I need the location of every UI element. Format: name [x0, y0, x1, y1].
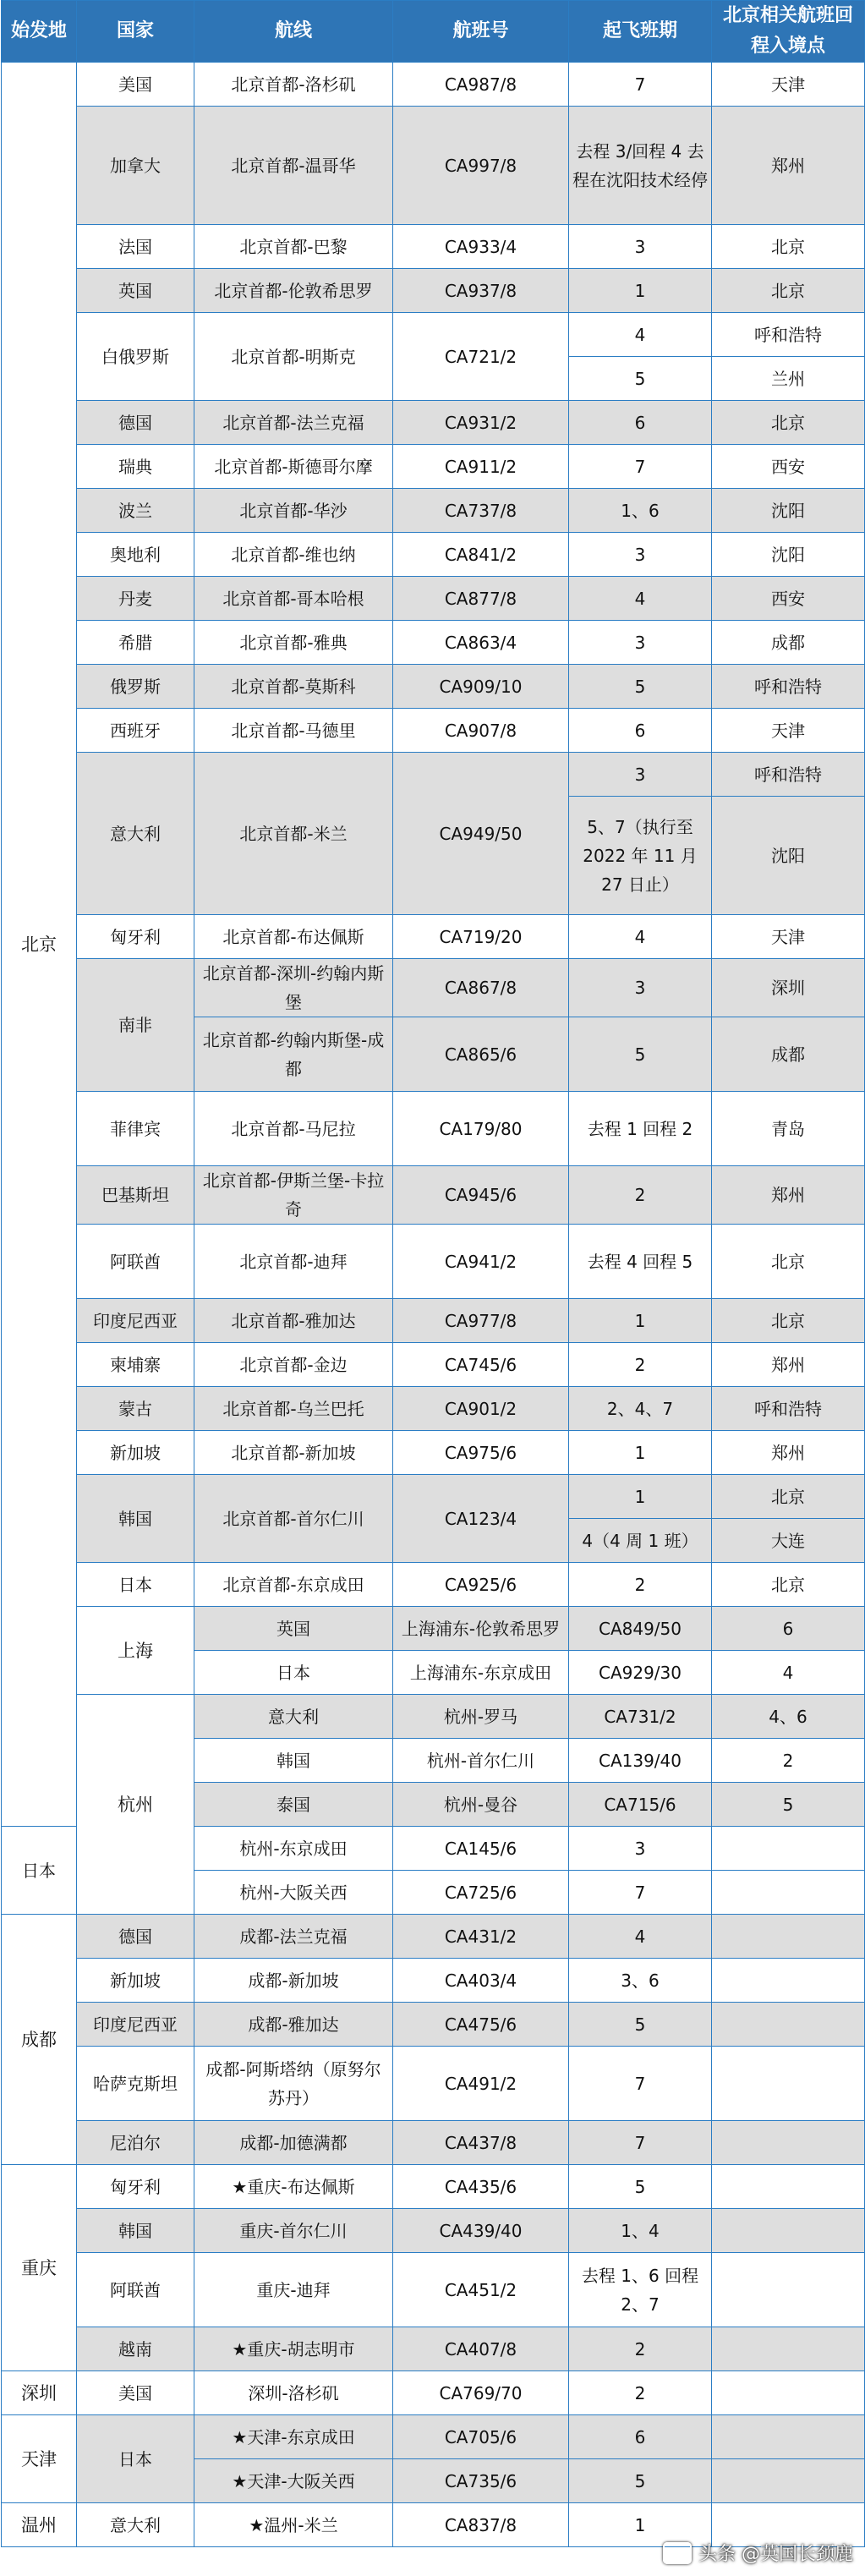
flight-number-cell: CA987/8: [393, 63, 569, 107]
table-row: [2, 445, 865, 489]
country-cell: 德国: [77, 401, 194, 445]
flight-number-cell: CA949/50: [393, 753, 569, 915]
table-row: [2, 665, 865, 709]
country-cell: 波兰: [77, 489, 194, 533]
schedule-cell: 4: [712, 1651, 865, 1695]
route-cell: 北京首都-伦敦希思罗: [194, 269, 393, 313]
entry-point-cell: 兰州: [712, 357, 865, 401]
route-cell: 北京首都-维也纳: [194, 533, 393, 577]
country-cell: 阿联酋: [77, 1225, 194, 1299]
table-row: [2, 1431, 865, 1475]
schedule-cell: 4: [569, 1915, 712, 1959]
country-cell: 阿联酋: [77, 2253, 194, 2327]
entry-point-cell: [712, 2165, 865, 2209]
schedule-cell: 5: [569, 357, 712, 401]
flight-number-cell: CA737/8: [393, 489, 569, 533]
table-row: [2, 1959, 865, 2003]
country-cell: 俄罗斯: [77, 665, 194, 709]
entry-point-cell: 呼和浩特: [712, 753, 865, 797]
flight-number-cell: CA837/8: [393, 2503, 569, 2547]
route-cell: 北京首都-布达佩斯: [194, 915, 393, 959]
schedule-cell: 7: [569, 1871, 712, 1915]
country-cell: 匈牙利: [77, 2165, 194, 2209]
entry-point-cell: 天津: [712, 915, 865, 959]
entry-point-cell: 北京: [712, 269, 865, 313]
country-cell: 瑞典: [77, 445, 194, 489]
flight-number-cell: CA911/2: [393, 445, 569, 489]
table-row: [2, 1092, 865, 1166]
table-row: [2, 401, 865, 445]
flight-number-cell: CA431/2: [393, 1915, 569, 1959]
entry-point-cell: 北京: [712, 1299, 865, 1343]
route-cell: 北京首都-雅加达: [194, 1299, 393, 1343]
schedule-cell: 3、6: [569, 1959, 712, 2003]
route-cell: 北京首都-莫斯科: [194, 665, 393, 709]
route-cell: ★重庆-布达佩斯: [194, 2165, 393, 2209]
table-row: [2, 269, 865, 313]
table-row: [2, 225, 865, 269]
entry-point-cell: 北京: [712, 225, 865, 269]
route-cell: 杭州-首尔仁川: [393, 1739, 569, 1783]
schedule-cell: 2: [569, 1166, 712, 1225]
table-row: [2, 1475, 865, 1519]
route-cell: 上海浦东-东京成田: [393, 1651, 569, 1695]
table-row: [2, 533, 865, 577]
schedule-cell: 去程 1 回程 2: [569, 1092, 712, 1166]
schedule-cell: 去程 1、6 回程 2、7: [569, 2253, 712, 2327]
schedule-cell: 5: [569, 2003, 712, 2047]
entry-point-cell: [712, 2327, 865, 2371]
table-row: [2, 107, 865, 225]
watermark-text: 头条 @英国长颈鹿: [698, 2544, 853, 2565]
entry-point-cell: [712, 2121, 865, 2165]
route-cell: ★重庆-胡志明市: [194, 2327, 393, 2371]
route-cell: 北京首都-哥本哈根: [194, 577, 393, 621]
entry-point-cell: [712, 2209, 865, 2253]
route-cell: ★温州-米兰: [194, 2503, 393, 2547]
entry-point-cell: [712, 2371, 865, 2415]
route-cell: 成都-阿斯塔纳（原努尔苏丹）: [194, 2047, 393, 2121]
country-cell: 匈牙利: [77, 915, 194, 959]
route-cell: 北京首都-新加坡: [194, 1431, 393, 1475]
route-cell: 北京首都-深圳-约翰内斯堡: [194, 959, 393, 1017]
flight-number-cell: CA941/2: [393, 1225, 569, 1299]
country-cell: 美国: [77, 2371, 194, 2415]
table-row: [2, 2165, 865, 2209]
origin-cell-chengdu: 成都: [2, 1915, 77, 2165]
flight-number-cell: CA909/10: [393, 665, 569, 709]
route-cell: 北京首都-迪拜: [194, 1225, 393, 1299]
schedule-cell: 5: [569, 2165, 712, 2209]
table-row: [2, 1343, 865, 1387]
flight-number-cell: CA925/6: [393, 1563, 569, 1607]
table-row: [2, 959, 865, 1017]
origin-cell-chongqing: 重庆: [2, 2165, 77, 2371]
country-cell: 泰国: [194, 1783, 393, 1827]
table-row: [2, 489, 865, 533]
entry-point-cell: 深圳: [712, 959, 865, 1017]
flight-number-cell: CA975/6: [393, 1431, 569, 1475]
route-cell: 成都-新加坡: [194, 1959, 393, 2003]
route-cell: 深圳-洛杉矶: [194, 2371, 393, 2415]
route-cell: 北京首都-马德里: [194, 709, 393, 753]
flight-number-cell: CA867/8: [393, 959, 569, 1017]
origin-cell-shenzhen: 深圳: [2, 2371, 77, 2415]
schedule-cell: 7: [569, 63, 712, 107]
schedule-cell: 3: [569, 959, 712, 1017]
entry-point-cell: 呼和浩特: [712, 313, 865, 357]
table-row: [2, 1387, 865, 1431]
flight-number-cell: CA863/4: [393, 621, 569, 665]
schedule-cell: 1: [569, 269, 712, 313]
flight-number-cell: CA439/40: [393, 2209, 569, 2253]
schedule-cell: 5、7（执行至 2022 年 11 月 27 日止）: [569, 797, 712, 915]
flight-number-cell: CA451/2: [393, 2253, 569, 2327]
country-cell: 英国: [194, 1607, 393, 1651]
table-row: [2, 1166, 865, 1225]
country-cell: 希腊: [77, 621, 194, 665]
entry-point-cell: [712, 2047, 865, 2121]
entry-point-cell: 青岛: [712, 1092, 865, 1166]
country-cell: 英国: [77, 269, 194, 313]
schedule-cell: 6: [569, 2415, 712, 2459]
table-row: [2, 2121, 865, 2165]
route-cell: 北京首都-明斯克: [194, 313, 393, 401]
country-cell: 法国: [77, 225, 194, 269]
route-cell: 成都-加德满都: [194, 2121, 393, 2165]
table-row: [2, 1225, 865, 1299]
entry-point-cell: 沈阳: [712, 489, 865, 533]
entry-point-cell: 天津: [712, 709, 865, 753]
origin-cell-hangzhou: 杭州: [77, 1695, 194, 1915]
country-cell: 韩国: [77, 2209, 194, 2253]
schedule-cell: 6: [712, 1607, 865, 1651]
table-row: [2, 2253, 865, 2327]
schedule-cell: 1: [569, 1299, 712, 1343]
entry-point-cell: 西安: [712, 445, 865, 489]
table-row: [2, 2047, 865, 2121]
country-cell: 西班牙: [77, 709, 194, 753]
flight-number-cell: CA721/2: [393, 313, 569, 401]
table-row: [2, 1695, 865, 1739]
entry-point-cell: 郑州: [712, 107, 865, 225]
header-schedule: 起飞班期: [569, 1, 712, 63]
origin-cell-tianjin: 天津: [2, 2415, 77, 2503]
schedule-cell: 去程 3/回程 4 去程在沈阳技术经停: [569, 107, 712, 225]
country-cell: 尼泊尔: [77, 2121, 194, 2165]
flight-schedule-table: [1, 0, 865, 2547]
header-flight-number: 航班号: [393, 1, 569, 63]
camera-icon: [663, 2542, 692, 2564]
flight-number-cell: CA475/6: [393, 2003, 569, 2047]
entry-point-cell: 北京: [712, 1563, 865, 1607]
entry-point-cell: 天津: [712, 63, 865, 107]
country-cell: 美国: [77, 63, 194, 107]
route-cell: 北京首都-乌兰巴托: [194, 1387, 393, 1431]
schedule-cell: 3: [569, 1827, 712, 1871]
flight-number-cell: CA715/6: [569, 1783, 712, 1827]
country-cell: 韩国: [194, 1739, 393, 1783]
route-cell: 北京首都-伊斯兰堡-卡拉奇: [194, 1166, 393, 1225]
flight-number-cell: CA865/6: [393, 1017, 569, 1092]
flight-number-cell: CA403/4: [393, 1959, 569, 2003]
header-origin: 始发地: [2, 1, 77, 63]
table-row: [2, 313, 865, 357]
flight-number-cell: CA123/4: [393, 1475, 569, 1563]
country-cell: 加拿大: [77, 107, 194, 225]
flight-number-cell: CA745/6: [393, 1343, 569, 1387]
route-cell: 北京首都-华沙: [194, 489, 393, 533]
flight-number-cell: CA769/70: [393, 2371, 569, 2415]
schedule-cell: 3: [569, 621, 712, 665]
entry-point-cell: [712, 2003, 865, 2047]
schedule-cell: 7: [569, 2121, 712, 2165]
schedule-cell: 3: [569, 225, 712, 269]
table-row: [2, 2209, 865, 2253]
route-cell: 杭州-东京成田: [194, 1827, 393, 1871]
country-cell: 日本: [77, 1563, 194, 1607]
entry-point-cell: 呼和浩特: [712, 665, 865, 709]
country-cell: 菲律宾: [77, 1092, 194, 1166]
entry-point-cell: 西安: [712, 577, 865, 621]
flight-number-cell: CA145/6: [393, 1827, 569, 1871]
schedule-cell: 2: [569, 2327, 712, 2371]
schedule-cell: 6: [569, 709, 712, 753]
route-cell: 北京首都-首尔仁川: [194, 1475, 393, 1563]
country-cell: 日本: [2, 1827, 77, 1915]
country-cell: 新加坡: [77, 1431, 194, 1475]
entry-point-cell: 郑州: [712, 1343, 865, 1387]
route-cell: 成都-法兰克福: [194, 1915, 393, 1959]
route-cell: 北京首都-巴黎: [194, 225, 393, 269]
schedule-cell: 4、6: [712, 1695, 865, 1739]
flight-number-cell: CA931/2: [393, 401, 569, 445]
country-cell: 哈萨克斯坦: [77, 2047, 194, 2121]
schedule-cell: 2: [569, 1343, 712, 1387]
flight-number-cell: CA731/2: [569, 1695, 712, 1739]
entry-point-cell: 北京: [712, 1475, 865, 1519]
country-cell: 越南: [77, 2327, 194, 2371]
country-cell: 蒙古: [77, 1387, 194, 1431]
schedule-cell: 7: [569, 2047, 712, 2121]
country-cell: 巴基斯坦: [77, 1166, 194, 1225]
schedule-cell: 4: [569, 313, 712, 357]
header-route: 航线: [194, 1, 393, 63]
country-cell: 日本: [194, 1651, 393, 1695]
flight-number-cell: CA945/6: [393, 1166, 569, 1225]
entry-point-cell: 呼和浩特: [712, 1387, 865, 1431]
route-cell: 北京首都-米兰: [194, 753, 393, 915]
country-cell: 印度尼西亚: [77, 2003, 194, 2047]
table-row: [2, 1563, 865, 1607]
schedule-cell: 7: [569, 445, 712, 489]
country-cell: 柬埔寨: [77, 1343, 194, 1387]
table-row: [2, 2415, 865, 2459]
route-cell: 北京首都-洛杉矶: [194, 63, 393, 107]
origin-cell-shanghai: 上海: [77, 1607, 194, 1695]
table-row: [2, 709, 865, 753]
table-row: [2, 1299, 865, 1343]
route-cell: 重庆-迪拜: [194, 2253, 393, 2327]
route-cell: 北京首都-马尼拉: [194, 1092, 393, 1166]
entry-point-cell: 沈阳: [712, 533, 865, 577]
flight-number-cell: CA901/2: [393, 1387, 569, 1431]
entry-point-cell: [712, 2253, 865, 2327]
route-cell: 北京首都-东京成田: [194, 1563, 393, 1607]
country-cell: 意大利: [77, 753, 194, 915]
flight-number-cell: CA841/2: [393, 533, 569, 577]
schedule-cell: 4: [569, 915, 712, 959]
table-row: [2, 63, 865, 107]
flight-number-cell: CA719/20: [393, 915, 569, 959]
schedule-cell: 1、6: [569, 489, 712, 533]
entry-point-cell: [712, 2415, 865, 2459]
schedule-cell: 1: [569, 2503, 712, 2547]
table-row: [2, 577, 865, 621]
table-row: [2, 1607, 865, 1651]
header-country: 国家: [77, 1, 194, 63]
entry-point-cell: [712, 1871, 865, 1915]
table-row: [2, 1915, 865, 1959]
route-cell: ★天津-大阪关西: [194, 2459, 393, 2503]
flight-number-cell: CA407/8: [393, 2327, 569, 2371]
schedule-cell: 5: [569, 1017, 712, 1092]
entry-point-cell: 北京: [712, 401, 865, 445]
schedule-cell: 4（4 周 1 班）: [569, 1519, 712, 1563]
entry-point-cell: 北京: [712, 1225, 865, 1299]
schedule-cell: 6: [569, 401, 712, 445]
schedule-cell: 4: [569, 577, 712, 621]
route-cell: 北京首都-法兰克福: [194, 401, 393, 445]
entry-point-cell: 沈阳: [712, 797, 865, 915]
route-cell: ★天津-东京成田: [194, 2415, 393, 2459]
entry-point-cell: 成都: [712, 1017, 865, 1092]
country-cell: 白俄罗斯: [77, 313, 194, 401]
route-cell: 杭州-罗马: [393, 1695, 569, 1739]
origin-cell-wenzhou: 温州: [2, 2503, 77, 2547]
flight-number-cell: CA933/4: [393, 225, 569, 269]
flight-number-cell: CA725/6: [393, 1871, 569, 1915]
schedule-cell: 1: [569, 1475, 712, 1519]
route-cell: 北京首都-温哥华: [194, 107, 393, 225]
schedule-cell: 5: [569, 2459, 712, 2503]
table-row: [2, 2327, 865, 2371]
flight-number-cell: CA929/30: [569, 1651, 712, 1695]
schedule-cell: 3: [569, 533, 712, 577]
route-cell: 上海浦东-伦敦希思罗: [393, 1607, 569, 1651]
table-row: [2, 2003, 865, 2047]
route-cell: 杭州-曼谷: [393, 1783, 569, 1827]
entry-point-cell: [712, 2459, 865, 2503]
route-cell: 杭州-大阪关西: [194, 1871, 393, 1915]
table-header-row: [2, 1, 865, 63]
country-cell: 日本: [77, 2415, 194, 2503]
schedule-cell: 2: [569, 1563, 712, 1607]
country-cell: 意大利: [194, 1695, 393, 1739]
schedule-cell: 3: [569, 753, 712, 797]
country-cell: 丹麦: [77, 577, 194, 621]
schedule-cell: 去程 4 回程 5: [569, 1225, 712, 1299]
table-row: [2, 2371, 865, 2415]
entry-point-cell: [712, 1915, 865, 1959]
entry-point-cell: 郑州: [712, 1431, 865, 1475]
entry-point-cell: 郑州: [712, 1166, 865, 1225]
route-cell: 成都-雅加达: [194, 2003, 393, 2047]
schedule-cell: 1、4: [569, 2209, 712, 2253]
table-row: [2, 915, 865, 959]
flight-number-cell: CA977/8: [393, 1299, 569, 1343]
route-cell: 北京首都-金边: [194, 1343, 393, 1387]
flight-number-cell: CA997/8: [393, 107, 569, 225]
entry-point-cell: 大连: [712, 1519, 865, 1563]
route-cell: 北京首都-约翰内斯堡-成都: [194, 1017, 393, 1092]
route-cell: 北京首都-雅典: [194, 621, 393, 665]
schedule-cell: 1: [569, 1431, 712, 1475]
country-cell: 意大利: [77, 2503, 194, 2547]
route-cell: 北京首都-斯德哥尔摩: [194, 445, 393, 489]
country-cell: 新加坡: [77, 1959, 194, 2003]
flight-number-cell: CA179/80: [393, 1092, 569, 1166]
entry-point-cell: [712, 1959, 865, 2003]
flight-number-cell: CA735/6: [393, 2459, 569, 2503]
schedule-cell: 5: [569, 665, 712, 709]
header-entry-point: 北京相关航班回程入境点: [712, 1, 865, 63]
route-cell: 重庆-首尔仁川: [194, 2209, 393, 2253]
flight-number-cell: CA435/6: [393, 2165, 569, 2209]
schedule-cell: 5: [712, 1783, 865, 1827]
country-cell: 南非: [77, 959, 194, 1092]
schedule-cell: 2、4、7: [569, 1387, 712, 1431]
flight-number-cell: CA437/8: [393, 2121, 569, 2165]
country-cell: 韩国: [77, 1475, 194, 1563]
flight-number-cell: CA937/8: [393, 269, 569, 313]
country-cell: 奥地利: [77, 533, 194, 577]
flight-number-cell: CA877/8: [393, 577, 569, 621]
flight-number-cell: CA907/8: [393, 709, 569, 753]
schedule-cell: 2: [712, 1739, 865, 1783]
schedule-cell: 2: [569, 2371, 712, 2415]
entry-point-cell: [712, 1827, 865, 1871]
table-row: [2, 753, 865, 797]
flight-number-cell: CA491/2: [393, 2047, 569, 2121]
country-cell: 德国: [77, 1915, 194, 1959]
flight-number-cell: CA849/50: [569, 1607, 712, 1651]
watermark: [663, 2540, 853, 2566]
origin-cell-beijing: 北京: [2, 63, 77, 1827]
entry-point-cell: 成都: [712, 621, 865, 665]
flight-number-cell: CA705/6: [393, 2415, 569, 2459]
country-cell: 印度尼西亚: [77, 1299, 194, 1343]
flight-number-cell: CA139/40: [569, 1739, 712, 1783]
table-row: [2, 621, 865, 665]
